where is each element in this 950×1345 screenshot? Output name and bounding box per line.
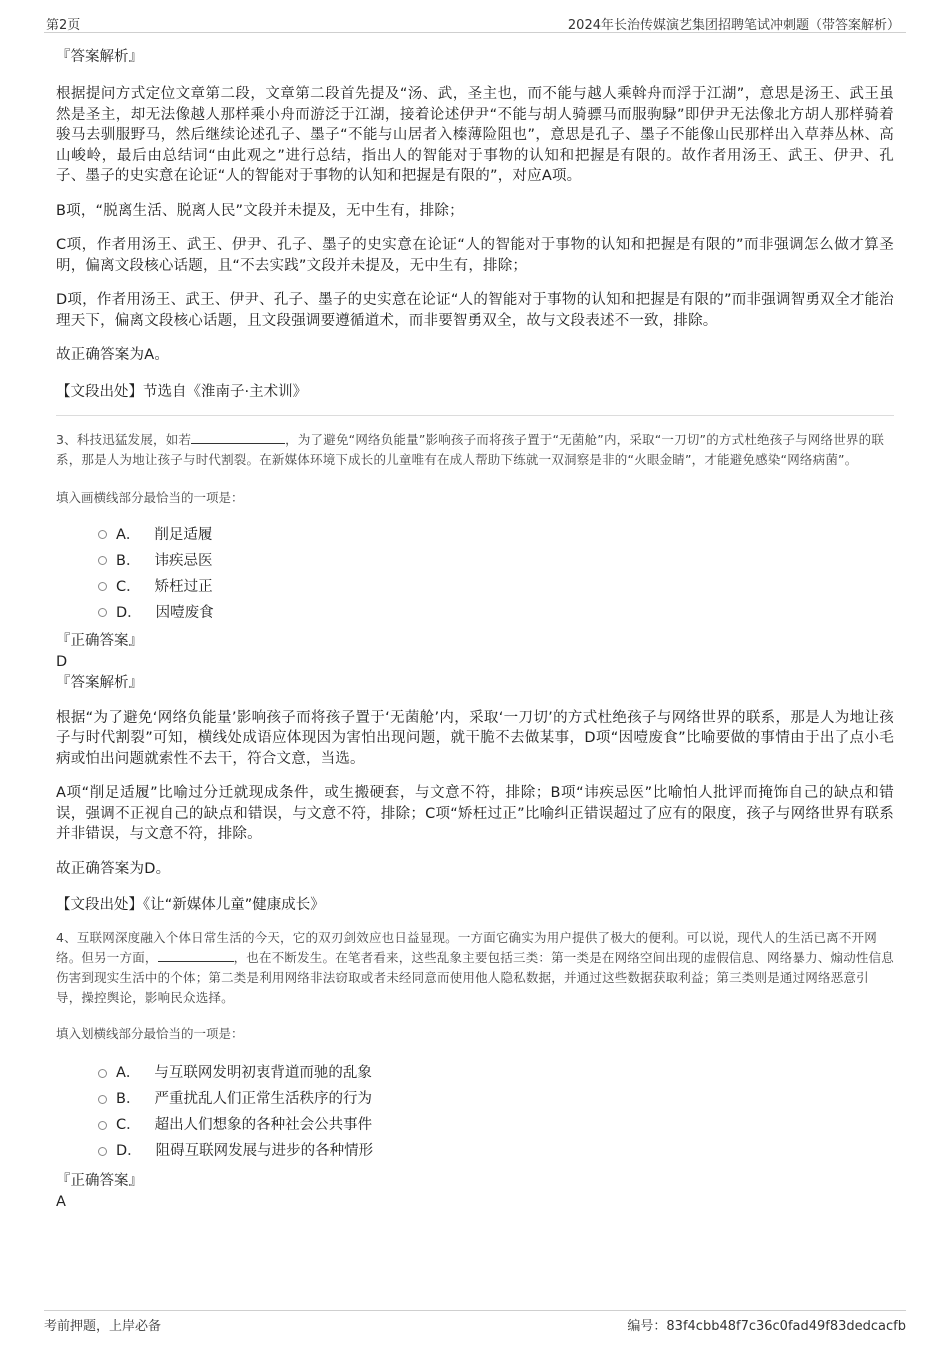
q2-conclusion: 故正确答案为A。	[56, 347, 170, 363]
q4-stem	[56, 928, 894, 1008]
q4-blank	[158, 949, 234, 962]
divider	[56, 415, 894, 416]
q3-analysis-label: 『答案解析』	[56, 674, 143, 691]
q4-option-b[interactable]: B． 严重扰乱人们正常生活秩序的行为	[98, 1086, 894, 1112]
radio-icon[interactable]	[98, 1147, 107, 1156]
page-number: 第2页	[46, 18, 81, 33]
radio-icon[interactable]	[98, 530, 107, 539]
page-content	[56, 40, 894, 1212]
q3-prompt: 填入画横线部分最恰当的一项是：	[56, 489, 244, 505]
q3-option-d[interactable]: D． 因噎废食	[98, 600, 894, 626]
q2-analysis-label: 『答案解析』	[56, 49, 143, 65]
q3-options	[56, 522, 894, 626]
radio-icon[interactable]	[98, 608, 107, 617]
document-title: 2024年长治传媒演艺集团招聘笔试冲刺题（带答案解析）	[567, 18, 900, 33]
q4-answer-label: 『正确答案』	[56, 1173, 143, 1189]
q3-option-b[interactable]: B． 讳疾忌医	[98, 548, 894, 574]
code-value: 83f4cbb48f7c36c0fad49f83dedcacfb	[666, 1319, 906, 1334]
footer-slogan: 考前押题，上岸必备	[44, 1319, 162, 1334]
q2-analysis-paragraph-2: B项，“脱离生活、脱离人民”文段并未提及，无中生有，排除；	[56, 202, 464, 219]
radio-icon[interactable]	[98, 582, 107, 591]
document-code	[627, 1315, 906, 1334]
q3-blank	[191, 431, 285, 444]
q4-option-a[interactable]: A． 与互联网发明初衷背道而驰的乱象	[98, 1060, 894, 1086]
q3-analysis-paragraph-2: A项“削足适履”比喻过分迁就现成条件，或生搬硬套，与文意不符，排除；B项“讳疾忌医”比喻怕人批评而掩饰自己的缺点和错误，强调不正视自己的缺点和错误，与文意不符，排除；C项“矫枉过正”比喻纠正错误超过了应有的限度，孩子与网络世界有联系并非错误，与文意不符，排除。	[56, 785, 894, 842]
q3-stem-end: ，为了避免“网络负能量”影响孩子而将孩子置于“无菌舱”内，采取“一刀切”的方式杜绝孩子与网络世界的联系，那是人为地让孩子与时代割裂。在新媒体环境下成长的儿童唯有在成人帮助下练就一双洞察是非的“火眼金睛”，才能避免感染“网络病菌”。	[56, 431, 885, 467]
q3-source: 【文段出处】《让“新媒体儿童”健康成长》	[56, 897, 325, 913]
q4-answer: A	[56, 1194, 66, 1210]
radio-icon[interactable]	[98, 1095, 107, 1104]
radio-icon[interactable]	[98, 1121, 107, 1130]
q3-stem-start: 3、科技迅猛发展，如若	[56, 431, 192, 447]
q2-source: 【文段出处】节选自《淮南子·主术训》	[56, 383, 308, 400]
q2-analysis-paragraph-1: 根据提问方式定位文章第二段，文章第二段首先提及“汤、武，圣主也，而不能与越人乘斡舟而浮于江湖”，意思是汤王、武王虽然是圣主，却无法像越人那样乘小舟而游泛于江湖，接着论述伊尹“不能与胡人骑骠马而服驹騄”即伊尹无法像北方胡人那样骑着骏马去驯服野马，然后继续论述孔子、墨子“不能与山居者入榛薄险阻也”，意思是孔子、墨子不能像山民那样出入草莽丛林、高山峻岭，最后由总结词“由此观之”进行总结，指出人的智能对于事物的认知和把握是有限的。故作者用汤王、武王、伊尹、孔子、墨子的史实意在论证“人的智能对于事物的认知和把握是有限的”，对应A项。	[56, 86, 894, 184]
q3-conclusion: 故正确答案为D。	[56, 860, 171, 877]
radio-icon[interactable]	[98, 556, 107, 565]
code-label: 编号：	[627, 1319, 667, 1334]
q2-analysis-paragraph-3: C项，作者用汤王、武王、伊尹、孔子、墨子的史实意在论证“人的智能对于事物的认知和把握是有限的”而非强调怎么做才算圣明，偏离文段核心话题，且“不去实践”文段并未提及，无中生有，排除；	[56, 237, 894, 274]
q2-analysis-paragraph-4: D项，作者用汤王、武王、伊尹、孔子、墨子的史实意在论证“人的智能对于事物的认知和把握是有限的”而非强调智勇双全才能治理天下，偏离文段核心话题，且文段强调要遵循道术，而非要智勇双全，故与文段表述不一致，排除。	[56, 292, 894, 329]
q4-option-c[interactable]: C． 超出人们想象的各种社会公共事件	[98, 1112, 894, 1138]
page-footer	[44, 1310, 906, 1341]
q4-prompt: 填入划横线部分最恰当的一项是：	[56, 1026, 244, 1041]
q3-stem	[56, 430, 894, 470]
q4-stem-end: ，也在不断发生。在笔者看来，这些乱象主要包括三类：第一类是在网络空间出现的虚假信息、网络暴力、煽动性信息伤害到现实生活中的个体；第二类是利用网络非法窃取或者未经同意而使用他人隐私数据，并通过这些数据获取利益；第三类则是通过网络恶意引导，操控舆论，影响民众选择。	[56, 950, 895, 1005]
q3-option-a[interactable]: A． 削足适履	[98, 522, 894, 548]
q3-analysis-paragraph-1: 根据“为了避免‘网络负能量’影响孩子而将孩子置于‘无菌舱’内，采取‘一刀切’的方式杜绝孩子与网络世界的联系，那是人为地让孩子与时代割裂”可知，横线处成语应体现因为害怕出现问题，就干脆不去做某事，D项“因噎废食”比喻要做的事情由于出了点小毛病或怕出问题就索性不去干，符合文意，当选。	[56, 709, 894, 767]
q3-option-c[interactable]: C． 矫枉过正	[98, 574, 894, 600]
q4-stem-start: 4、互联网深度融入个体日常生活的今天，它的双刃剑效应也日益显现。一方面它确实为用户提供了极大的便利。可以说，现代人的生活已离不开网络。但另一方面，	[56, 930, 877, 965]
radio-icon[interactable]	[98, 1069, 107, 1078]
q3-answer-label: 『正确答案』	[56, 632, 143, 649]
q3-answer: D	[56, 653, 68, 670]
page-header	[44, 10, 906, 33]
q4-options	[56, 1060, 894, 1164]
q4-option-d[interactable]: D． 阻碍互联网发展与进步的各种情形	[98, 1138, 894, 1164]
